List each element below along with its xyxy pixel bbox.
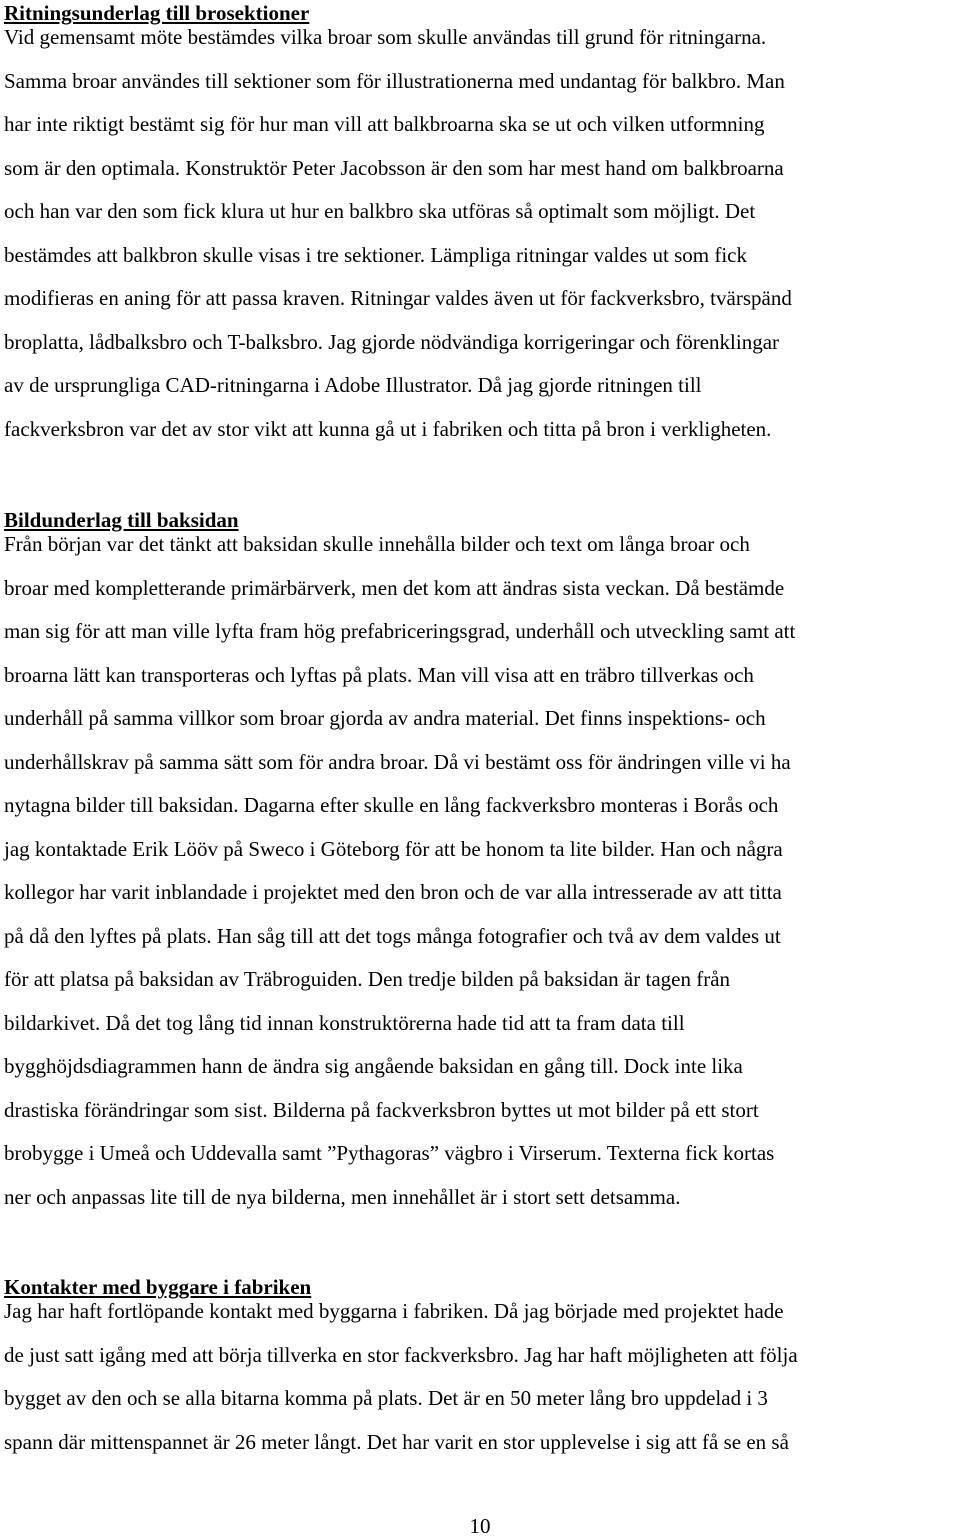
text-line: de just satt igång med att börja tillverka en stor fackverksbro. Jag har haft möjligheten att följa [4,1342,798,1367]
section-heading: Kontakter med byggare i fabriken [4,1275,312,1299]
section-heading: Ritningsunderlag till brosektioner [4,1,310,25]
text-line: nytagna bilder till baksidan. Dagarna efter skulle en lång fackverksbro monteras i Borås och [4,793,779,817]
text-line: och han var den som fick klura ut hur en balkbro ska utföras så optimalt som möjligt. Det [4,199,756,223]
text-line: Från början var det tänkt att baksidan skulle innehålla bilder och text om långa broar och [4,532,750,556]
text-line: broar med kompletterande primärbärverk, men det kom att ändras sista veckan. Då bestämde [4,575,785,600]
section-body [4,16,792,451]
text-line: bildarkivet. Då det tog lång tid innan konstruktörerna hade tid att ta fram data till [4,1010,685,1035]
text-line: Jag har haft fortlöpande kontakt med byggarna i fabriken. Då jag började med projektet hade [4,1299,784,1323]
section-bildunderlag [4,507,795,1219]
section-kontakter [4,1274,798,1464]
page-number: 10 [469,1514,491,1538]
section-body [4,1290,798,1464]
text-line: bygghöjdsdiagrammen hann de ändra sig angående baksidan en gång till. Dock inte lika [4,1054,743,1078]
text-line: jag kontaktade Erik Lööv på Sweco i Göteborg för att be honom ta lite bilder. Han och några [4,836,783,861]
text-line: broarna lätt kan transporteras och lyftas på plats. Man vill visa att en träbro tillverkas och [4,662,754,687]
text-line: har inte riktigt bestämt sig för hur man vill att balkbroarna ska se ut och vilken utformning [4,112,765,136]
text-line: man sig för att man ville lyfta fram hög prefabriceringsgrad, underhåll och utveckling samt att [4,619,796,643]
text-line: på då den lyftes på plats. Han såg till att det togs många fotografier och två av dem valdes ut [4,923,781,948]
text-line: fackverksbron var det av stor vikt att kunna gå ut i fabriken och titta på bron i verkligheten. [4,416,772,441]
section-heading: Bildunderlag till baksidan [4,508,239,532]
text-line: drastiska förändringar som sist. Bilderna på fackverksbron byttes ut mot bilder på ett stort [4,1097,759,1122]
text-line: av de ursprungliga CAD-ritningarna i Adobe Illustrator. Då jag gjorde ritningen till [4,373,702,397]
text-line: kollegor har varit inblandade i projektet med den bron och de var alla intresserade av att titta [4,880,782,904]
text-line: spann där mittenspannet är 26 meter långt. Det har varit en stor upplevelse i sig att få se en så [4,1429,789,1454]
section-body [4,523,795,1219]
text-line: underhåll på samma villkor som broar gjorda av andra material. Det finns inspektions- och [4,706,766,730]
text-line: bestämdes att balkbron skulle visas i tre sektioner. Lämpliga ritningar valdes ut som fick [4,242,747,267]
text-line: som är den optimala. Konstruktör Peter Jacobsson är den som har mest hand om balkbroarna [4,155,784,180]
text-line: broplatta, lådbalksbro och T-balksbro. Jag gjorde nödvändiga korrigeringar och förenklingar [4,329,780,354]
text-line: brobygge i Umeå och Uddevalla samt ”Pythagoras” vägbro i Virserum. Texterna fick kortas [4,1141,775,1165]
text-line: underhållskrav på samma sätt som för andra broar. Då vi bestämt oss för ändringen ville vi ha [4,749,791,774]
section-ritningsunderlag [4,0,792,451]
text-line: Samma broar användes till sektioner som för illustrationerna med undantag för balkbro. Man [4,68,785,93]
text-line: ner och anpassas lite till de nya bilderna, men innehållet är i stort sett detsamma. [4,1184,681,1209]
text-line: modifieras en aning för att passa kraven. Ritningar valdes även ut för fackverksbro, tvärspänd [4,286,792,310]
text-line: bygget av den och se alla bitarna komma på plats. Det är en 50 meter lång bro uppdelad i 3 [4,1386,768,1410]
text-line: för att platsa på baksidan av Träbroguiden. Den tredje bilden på baksidan är tagen från [4,967,731,991]
text-line: Vid gemensamt möte bestämdes vilka broar som skulle användas till grund för ritningarna. [4,25,767,49]
